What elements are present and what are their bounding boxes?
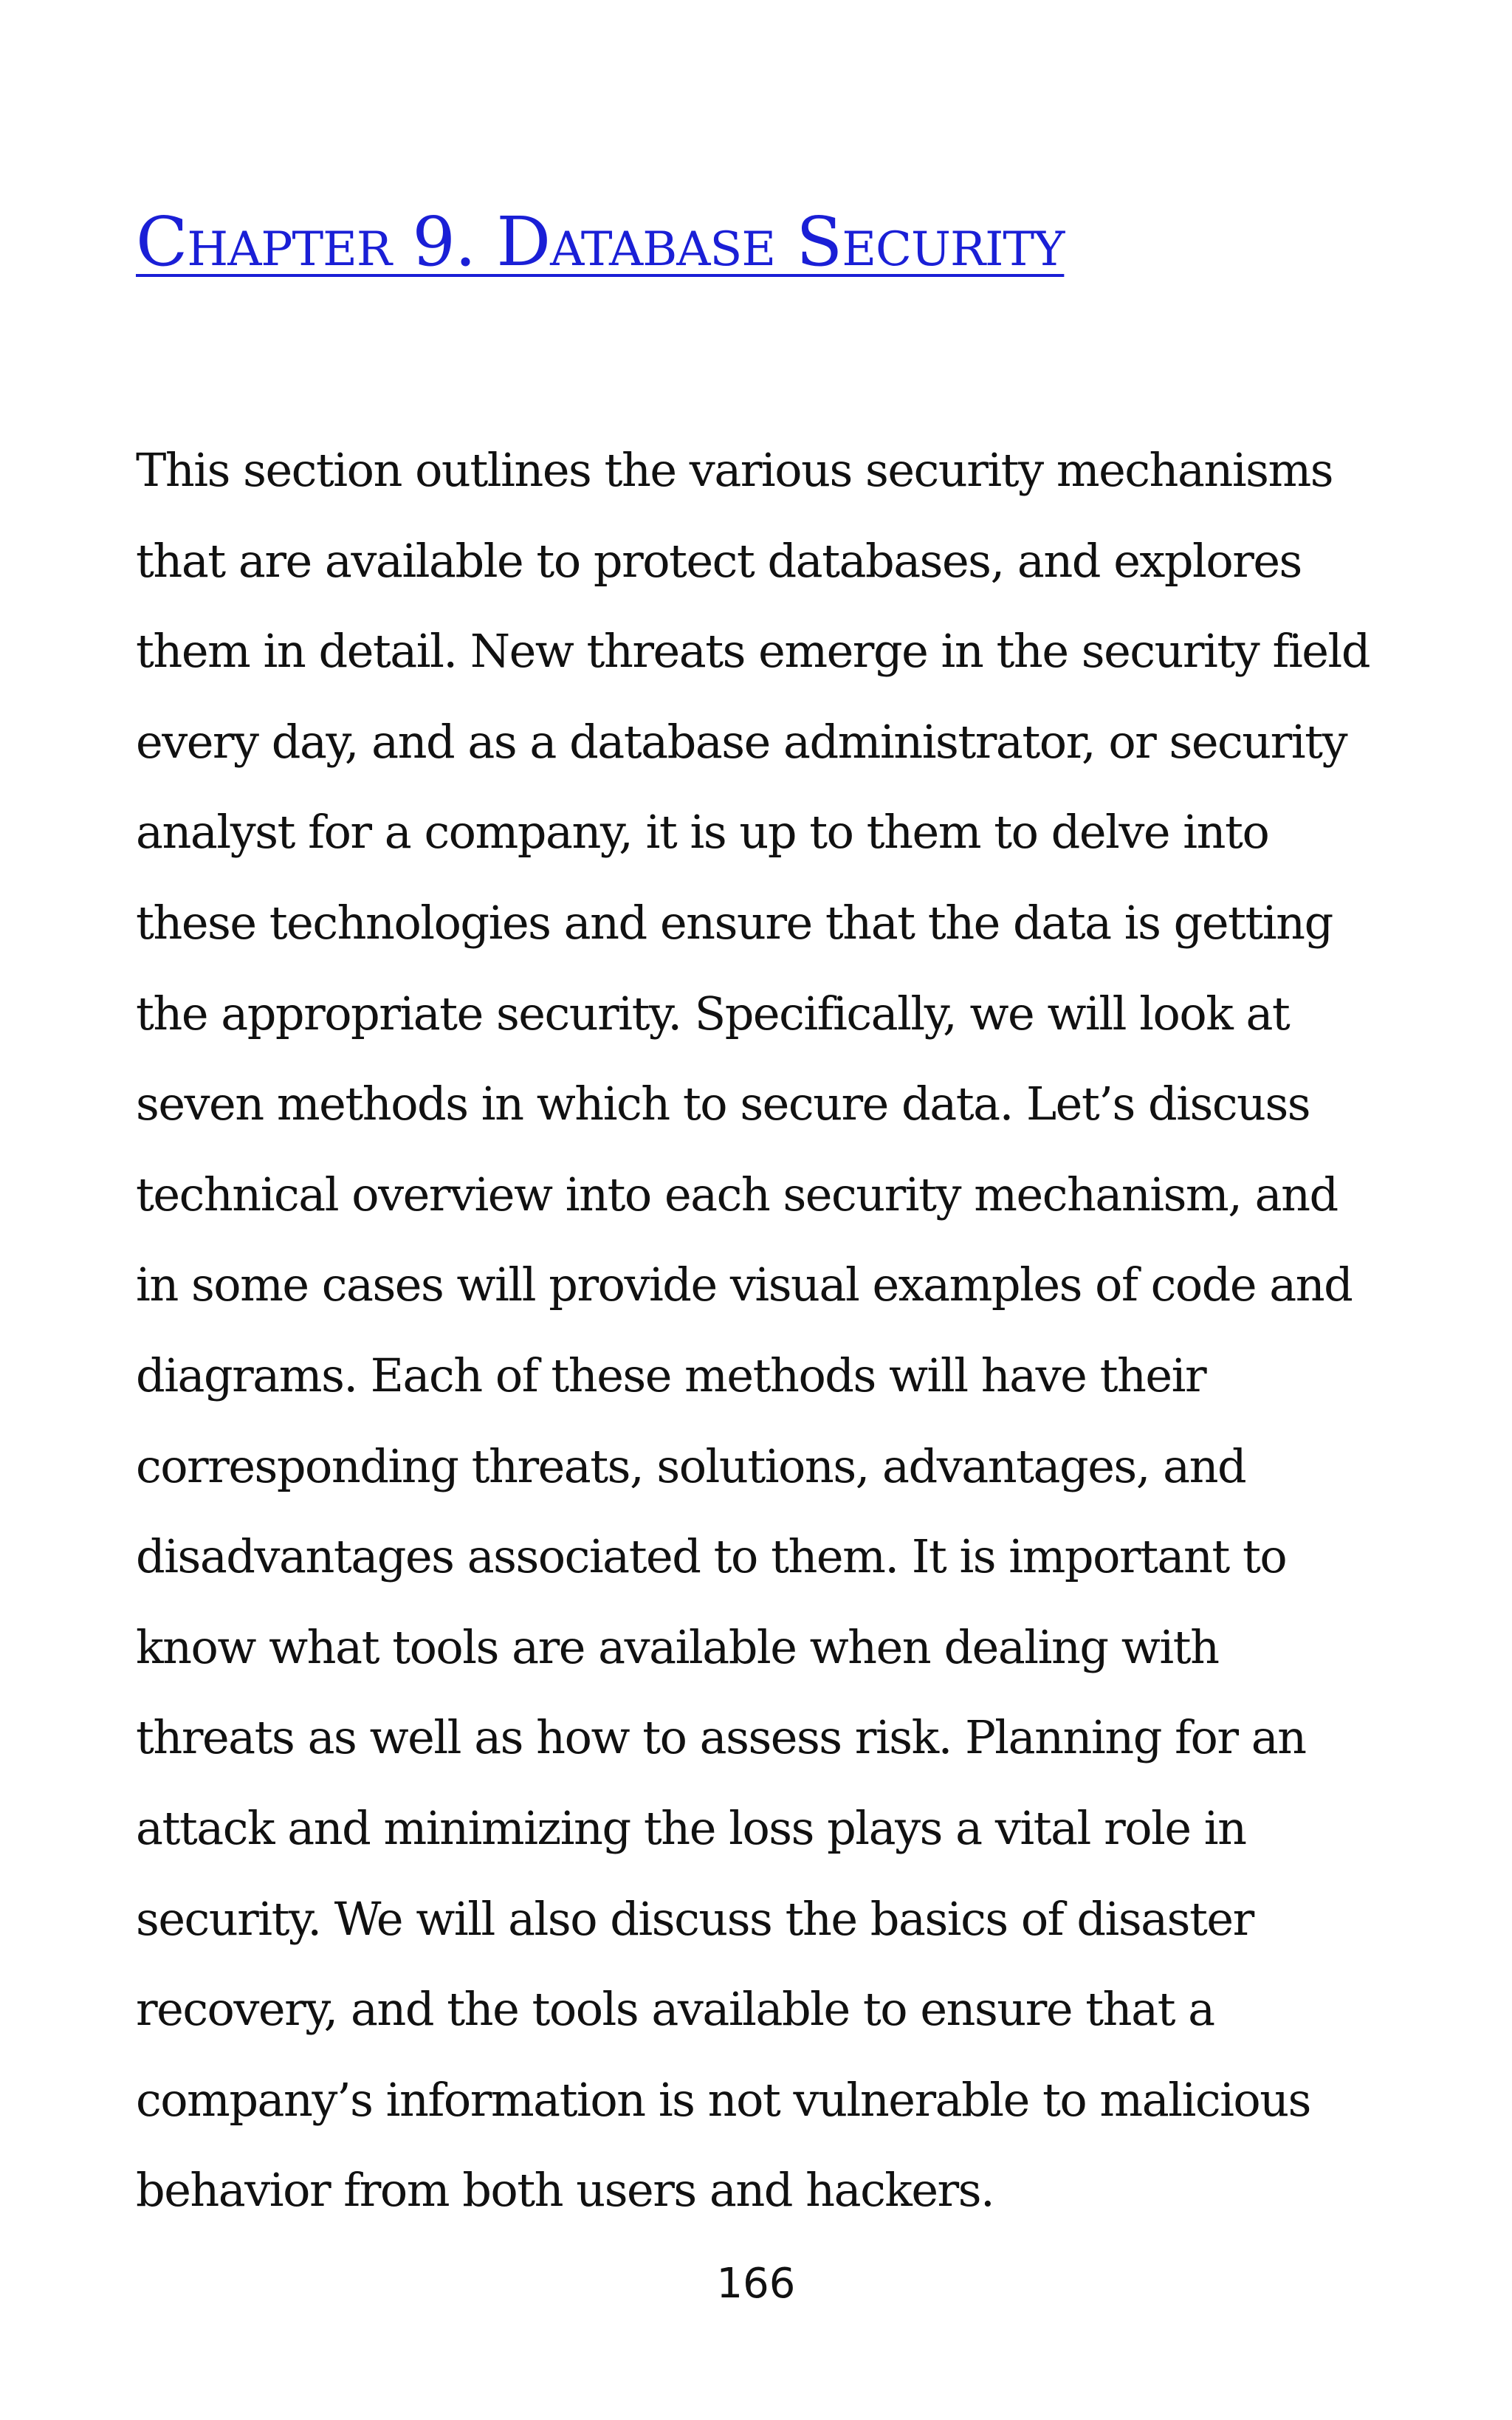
paragraph-line: diagrams. Each of these methods will have their <box>136 1348 1206 1402</box>
paragraph-line: company’s information is not vulnerable to malicious <box>136 2072 1310 2127</box>
paragraph-line: seven methods in which to secure data. Let’s discuss <box>136 1077 1310 1131</box>
paragraph-line: security. We will also discuss the basics of disaster <box>136 1891 1254 1946</box>
paragraph-line: recovery, and the tools available to ensure that a <box>136 1982 1214 2037</box>
paragraph-line: This section outlines the various security mechanisms <box>136 443 1333 497</box>
paragraph-line: technical overview into each security mechanism, and <box>136 1167 1338 1221</box>
chapter-heading-link[interactable]: Chapter 9. Database Security <box>136 202 1065 281</box>
paragraph-line: in some cases will provide visual examples of code and <box>136 1258 1353 1312</box>
paragraph-line: them in detail. New threats emerge in the security field <box>136 624 1370 679</box>
paragraph-line: that are available to protect databases, and explores <box>136 533 1302 588</box>
paragraph-line: threats as well as how to assess risk. Planning for an <box>136 1710 1306 1765</box>
paragraph-line: corresponding threats, solutions, advantages, and <box>136 1439 1246 1493</box>
paragraph-line: know what tools are available when dealing with <box>136 1619 1219 1674</box>
body-paragraph <box>136 430 1391 2241</box>
paragraph-line: the appropriate security. Specifically, we will look at <box>136 986 1290 1041</box>
paragraph-line: analyst for a company, it is up to them to delve into <box>136 805 1269 860</box>
paragraph-line: attack and minimizing the loss plays a vital role in <box>136 1800 1246 1855</box>
paragraph-line: every day, and as a database administrator, or security <box>136 714 1347 769</box>
paragraph-line: behavior from both users and hackers. <box>136 2163 994 2218</box>
paragraph-line: these technologies and ensure that the data is getting <box>136 895 1333 950</box>
paragraph-line: disadvantages associated to them. It is important to <box>136 1529 1287 1584</box>
page-number: 166 <box>716 2260 796 2308</box>
